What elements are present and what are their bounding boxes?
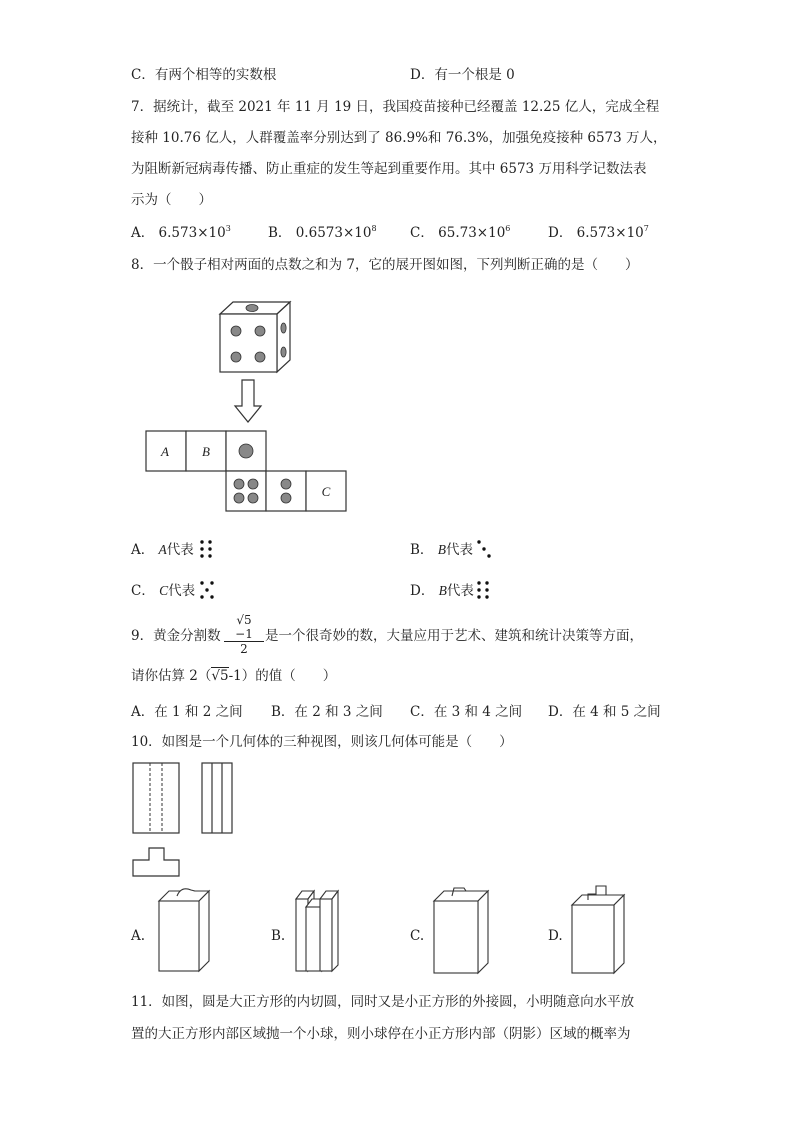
q11-stem-line1: 11．如图，圆是大正方形的内切圆，同时又是小正方形的外接圆，小明随意向水平放: [131, 994, 635, 1010]
solid-option-a-figure: [155, 885, 215, 975]
q7-stem-line4: 示为（ ）: [131, 192, 212, 208]
q9-option-d: D．在 4 和 5 之间: [548, 704, 661, 720]
q8-option-d: D． B代表: [410, 583, 474, 599]
six-dots-icon: [199, 539, 213, 559]
six-dots-icon: [476, 580, 490, 600]
q9-stem-suffix: 是一个很奇妙的数，大量应用于艺术、建筑和统计决策等方面，: [265, 628, 643, 644]
five-dots-icon: [199, 580, 215, 600]
q10-option-b-label: B.: [271, 928, 286, 944]
three-views-figure: [130, 760, 250, 880]
net-label-c: C: [321, 484, 331, 499]
fraction-denominator: 2: [240, 642, 248, 656]
q7-option-a: A． $6.573\times 10^3$: [131, 224, 231, 241]
q10-option-c-label: C.: [410, 928, 425, 944]
three-dots-icon: [476, 539, 492, 559]
q7-stem-line3: 为阻断新冠病毒传播、防止重症的发生等起到重要作用。其中 6573 万用科学记数法表: [131, 161, 647, 177]
q6-option-d: D．有一个根是 0: [410, 67, 515, 83]
net-label-a: A: [161, 444, 169, 459]
down-arrow-icon: [234, 378, 262, 424]
q6-option-c: C．有两个相等的实数根: [131, 67, 277, 83]
q8-stem: 8．一个骰子相对两面的点数之和为 7，它的展开图如图，下列判断正确的是（ ）: [131, 257, 639, 273]
q7-stem-line1: 7．据统计，截至 2021 年 11 月 19 日，我国疫苗接种已经覆盖 12.25 亿人，完成全程: [131, 99, 660, 115]
golden-ratio-fraction: [224, 613, 264, 656]
dice-net-figure: [145, 430, 350, 515]
q10-stem: 10．如图是一个几何体的三种视图，则该几何体可能是（ ）: [131, 734, 513, 750]
q9-option-c: C．在 3 和 4 之间: [410, 704, 523, 720]
q8-option-a: A． A代表: [131, 542, 194, 558]
solid-option-c-figure: [430, 885, 496, 977]
q7-stem-line2: 接种 10.76 亿人，人群覆盖率分别达到了 86.9%和 76.3%，加强免疫接种 6573 万人，: [131, 130, 667, 146]
q7-option-b: B． $0.6573\times 10^8$: [268, 224, 377, 241]
q9-option-a: A．在 1 和 2 之间: [131, 704, 243, 720]
net-label-b: B: [202, 444, 210, 459]
q10-option-a-label: A.: [131, 928, 146, 944]
dice-3d-figure: [212, 300, 302, 380]
q9-line2: 请你估算 2（√5-1）的值（ ）: [131, 668, 337, 684]
q11-stem-line2: 置的大正方形内部区域抛一个小球，则小球停在小正方形内部（阴影）区域的概率为: [131, 1026, 631, 1042]
q8-option-c: C． C代表: [131, 583, 196, 599]
q7-option-d: D． $6.573\times 10^7$: [548, 224, 649, 241]
solid-option-d-figure: [568, 883, 634, 977]
fraction-numerator: √5 −1: [224, 613, 264, 642]
q7-option-c: C． $65.73\times 10^6$: [410, 224, 511, 241]
q9-option-b: B．在 2 和 3 之间: [271, 704, 383, 720]
q8-option-b: B． B代表: [410, 542, 473, 558]
q9-stem-prefix: 9．黄金分割数: [131, 628, 221, 644]
solid-option-b-figure: [292, 885, 356, 975]
q10-option-d-label: D.: [548, 928, 563, 944]
